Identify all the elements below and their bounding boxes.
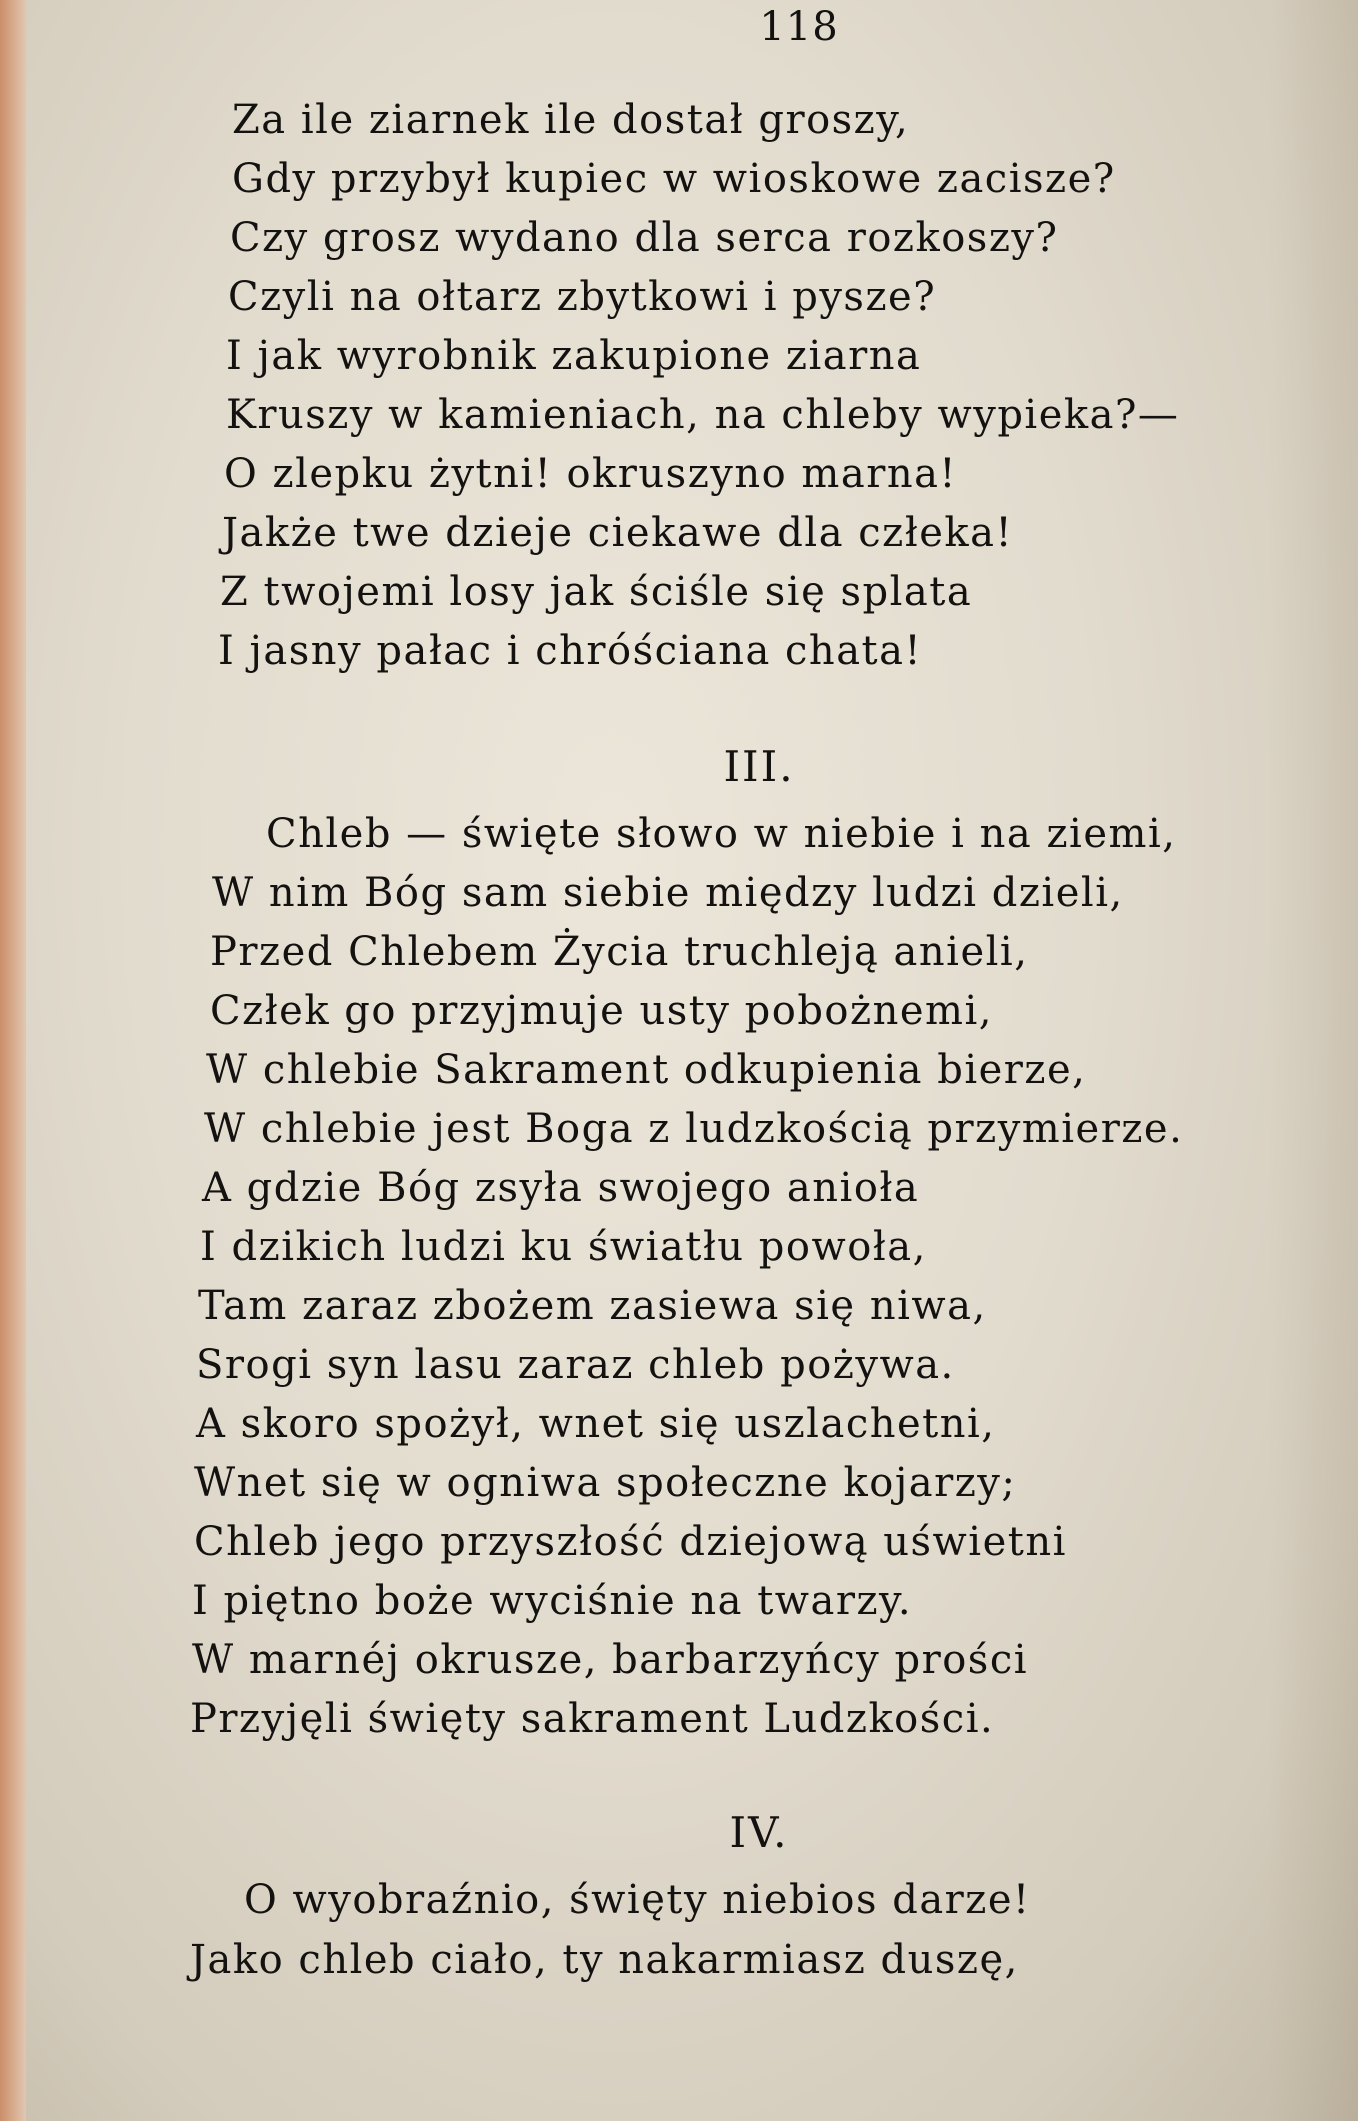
poem-line: Czyli na ołtarz zbytkowi i pysze?	[228, 274, 937, 320]
poem-line: I jasny pałac i chróściana chata!	[218, 628, 923, 674]
poem-line: W nim Bóg sam siebie między ludzi dzieli,	[212, 870, 1124, 916]
poem-line: Człek go przyjmuje usty pobożnemi,	[210, 988, 993, 1034]
poem-line: W chlebie Sakrament odkupienia bierze,	[206, 1047, 1087, 1093]
poem-line: I jak wyrobnik zakupione ziarna	[226, 333, 922, 379]
poem-line: Wnet się w ogniwa społeczne kojarzy;	[194, 1460, 1017, 1506]
poem-line: A gdzie Bóg zsyła swojego anioła	[202, 1165, 920, 1211]
poem-line: W chlebie jest Boga z ludzkością przymierze.	[204, 1106, 1184, 1152]
poem-line: Chleb jego przyszłość dziejową uświetni	[194, 1519, 1067, 1565]
poem-line: Gdy przybył kupiec w wioskowe zacisze?	[232, 156, 1116, 202]
section-heading-iv: IV.	[729, 1808, 789, 1857]
page-right-shade	[1268, 0, 1358, 2121]
section-heading-iii: III.	[723, 742, 795, 791]
poem-line: I dzikich ludzi ku światłu powoła,	[200, 1224, 927, 1270]
page-left-edge	[0, 0, 26, 2121]
poem-line: O zlepku żytni! okruszyno marna!	[224, 451, 957, 497]
poem-line: Jako chleb ciało, ty nakarmiasz duszę,	[190, 1937, 1019, 1983]
poem-line: Przed Chlebem Życia truchleją anieli,	[210, 929, 1029, 975]
poem-line: Jakże twe dzieje ciekawe dla człeka!	[222, 510, 1014, 556]
poem-line: A skoro spożył, wnet się uszlachetni,	[196, 1401, 996, 1447]
poem-line: Przyjęli święty sakrament Ludzkości.	[190, 1696, 995, 1742]
poem-line: O wyobraźnio, święty niebios darze!	[244, 1877, 1031, 1923]
poem-line: Z twojemi losy jak ściśle się splata	[220, 569, 973, 615]
poem-line: Za ile ziarnek ile dostał groszy,	[232, 97, 910, 143]
poem-line: Srogi syn lasu zaraz chleb pożywa.	[196, 1342, 955, 1388]
poem-line: Kruszy w kamieniach, na chleby wypieka?—	[226, 392, 1180, 438]
page-number: 118	[759, 4, 839, 50]
poem-line: W marnéj okrusze, barbarzyńcy prości	[192, 1637, 1029, 1683]
poem-line: Tam zaraz zbożem zasiewa się niwa,	[198, 1283, 987, 1329]
poem-line: Chleb — święte słowo w niebie i na ziemi,	[266, 811, 1177, 857]
poem-line: I piętno boże wyciśnie na twarzy.	[192, 1578, 913, 1624]
poem-line: Czy grosz wydano dla serca rozkoszy?	[230, 215, 1059, 261]
